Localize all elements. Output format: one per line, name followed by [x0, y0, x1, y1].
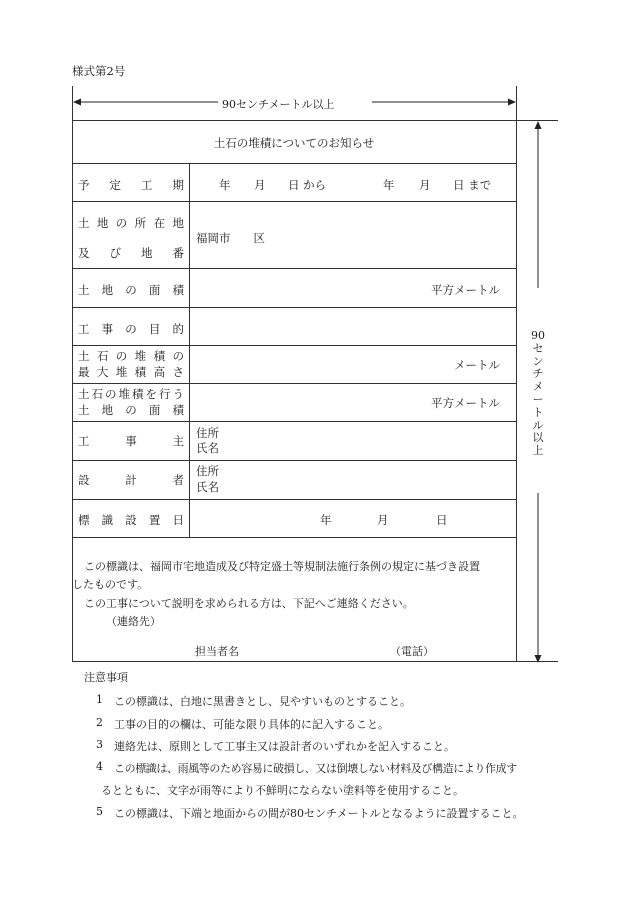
footer-person-label: 担当者名	[195, 645, 239, 658]
notes-heading: 注意事項	[84, 671, 128, 684]
sign-title: 土石の堆積についてのお知らせ	[213, 136, 375, 150]
footer-text-line3: この工事について説明を求められる方は、下記へご連絡ください。	[84, 597, 414, 610]
note-4-num: 4	[96, 760, 103, 773]
footer-phone-label: （電話）	[390, 645, 434, 658]
label-column-divider	[189, 163, 190, 537]
note-2-text: 工事の目的の欄は、可能な限り具体的に記入すること。	[114, 718, 389, 731]
note-1-text: この標識は、白地に黒書きとし、見やすいものとすること。	[114, 695, 411, 708]
install-day: 日	[436, 513, 448, 527]
install-year: 年	[320, 513, 332, 527]
width-note: 90センチメートル以上	[222, 98, 335, 111]
pile-area-label-line1: 土 石 の 堆 積 を 行 う	[78, 387, 184, 401]
note-5-num: 5	[96, 805, 103, 818]
period-month1: 月	[254, 178, 266, 192]
period-year1: 年	[219, 178, 231, 192]
table-top-border	[72, 120, 558, 121]
location-label-line2: 及 び 地 番	[78, 246, 184, 260]
purpose-label: 工 事 の 目 的	[78, 322, 184, 336]
note-4-text-cont: るとともに、文字が雨等により不鮮明にならない塗料等を使用すること。	[101, 784, 464, 797]
footer-contact: （連絡先）	[106, 615, 161, 628]
client-label: 工 事 主	[78, 434, 184, 448]
max-height-label-line2: 最 大 堆 積 高 さ	[78, 365, 184, 379]
note-5-text: この標識は、下端と地面からの間が80センチメートルとなるように設置すること。	[114, 807, 524, 820]
designer-label: 設 計 者	[78, 473, 184, 487]
height-note: 90センチメートル以上	[531, 329, 545, 458]
max-height-unit: メートル	[454, 358, 500, 372]
period-day1: 日 から	[288, 178, 327, 192]
area-label: 土 地 の 面 積	[78, 283, 184, 297]
location-value: 福岡市 区	[196, 231, 265, 245]
table-right-border	[516, 120, 517, 662]
period-day2: 日 まで	[453, 178, 492, 192]
note-2-num: 2	[96, 716, 103, 729]
note-4-text: この標識は、雨風等のため容易に破損し、又は倒壊しない材料及び構造により作成す	[114, 762, 517, 775]
pile-area-label-line2: 土 地 の 面 積	[78, 403, 184, 417]
install-date-label: 標 識 設 置 日	[78, 513, 184, 527]
area-unit: 平方メートル	[431, 283, 500, 297]
footer-text-line2: したものです。	[72, 578, 149, 591]
period-year2: 年	[383, 178, 395, 192]
location-label-line1: 土 地 の 所 在 地	[78, 216, 184, 230]
note-3-text: 連絡先は、原則として工事主又は設計者のいずれかを記入すること。	[114, 740, 455, 753]
pile-area-unit: 平方メートル	[431, 396, 500, 410]
period-month2: 月	[419, 178, 431, 192]
max-height-label-line1: 土 石 の 堆 積 の	[78, 349, 184, 363]
footer-text-line1: この標識は、福岡市宅地造成及び特定盛土等規制法施行条例の規定に基づき設置	[84, 560, 480, 573]
form-number: 様式第2号	[72, 64, 126, 78]
note-1-num: 1	[96, 693, 103, 706]
client-name-label: 氏名	[196, 441, 219, 455]
designer-name-label: 氏名	[196, 480, 219, 494]
install-month: 月	[377, 513, 389, 527]
note-3-num: 3	[96, 738, 103, 751]
designer-address-label: 住所	[196, 464, 219, 478]
table-bottom-border	[72, 661, 558, 662]
client-address-label: 住所	[196, 426, 219, 440]
period-label: 予 定 工 期	[78, 178, 184, 192]
